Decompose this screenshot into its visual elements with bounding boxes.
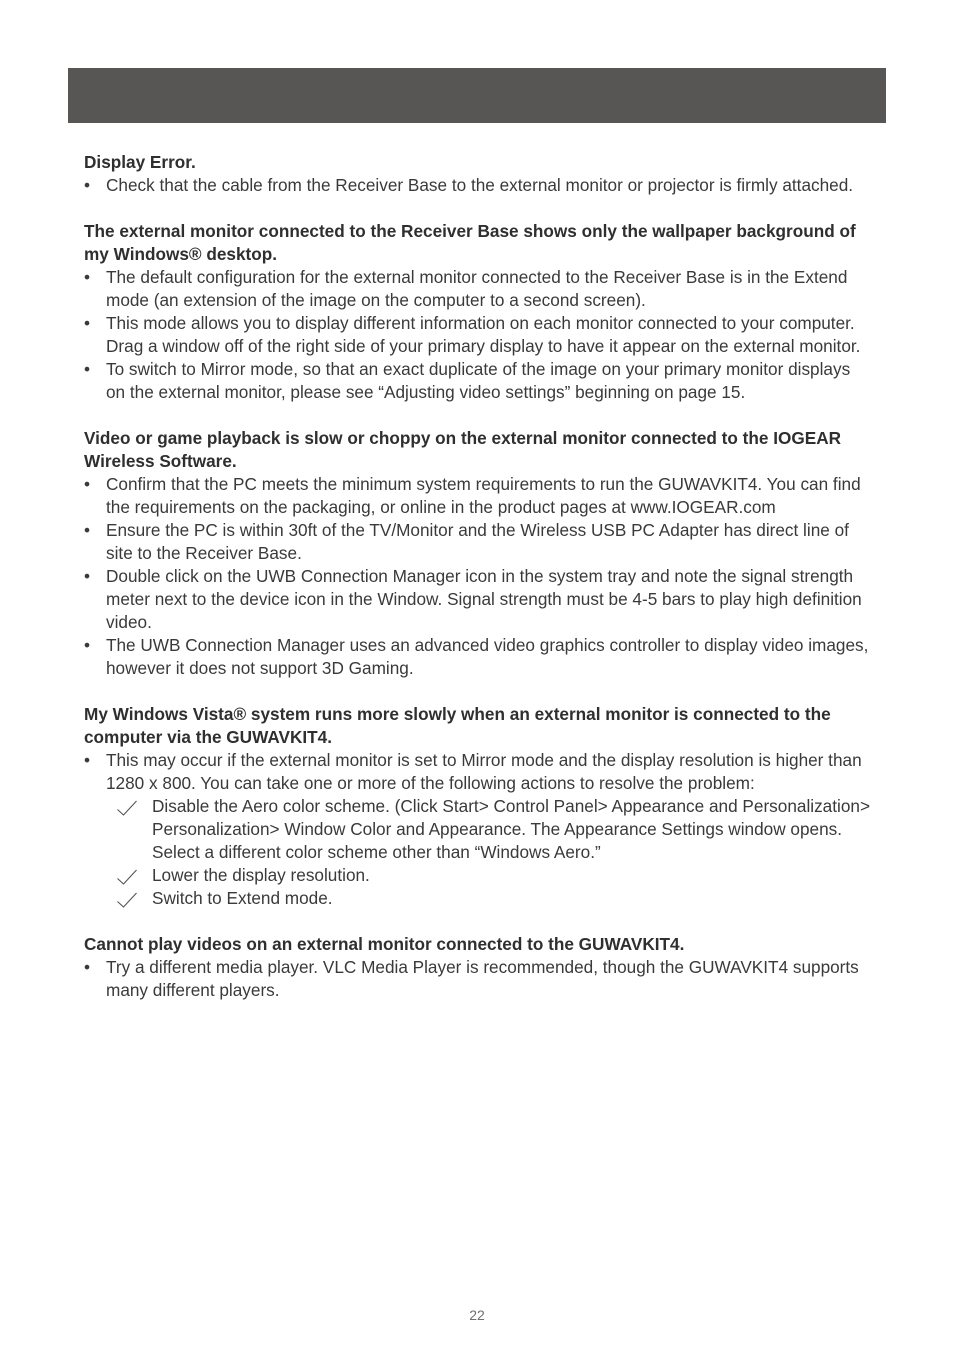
list-item <box>84 565 874 634</box>
check-list-item-text: Disable the Aero color scheme. (Click Start> Control Panel> Appearance and Personalization> Personalization> Window Color and Appearance. The Appearance Settings window opens. Select a different color scheme other than “Windows Aero.” <box>152 796 870 862</box>
list-item-text: This mode allows you to display different information on each monitor connected to your computer. Drag a window off of the right side of your primary display to have it appear on the external monitor. <box>106 313 861 356</box>
bullet-icon: • <box>84 359 91 379</box>
bullet-list <box>84 956 874 1002</box>
list-item <box>84 174 874 197</box>
check-list-item-text: Switch to Extend mode. <box>152 888 333 908</box>
check-list <box>106 795 874 910</box>
section <box>84 220 874 404</box>
header-bar <box>68 68 886 123</box>
bullet-list <box>84 266 874 404</box>
list-item <box>84 358 874 404</box>
page-number: 22 <box>469 1307 485 1323</box>
bullet-icon: • <box>84 175 91 195</box>
section-heading: The external monitor connected to the Receiver Base shows only the wallpaper background of my Windows® desktop. <box>84 221 856 264</box>
bullet-icon: • <box>84 957 91 977</box>
section <box>84 703 874 910</box>
list-item <box>84 473 874 519</box>
bullet-list <box>84 174 874 197</box>
bullet-icon: • <box>84 313 91 333</box>
bullet-list <box>84 473 874 680</box>
bullet-icon: • <box>84 474 91 494</box>
section <box>84 933 874 1002</box>
list-item-text: This may occur if the external monitor is set to Mirror mode and the display resolution is higher than 1280 x 800. You can take one or more of the following actions to resolve the problem: <box>106 750 862 793</box>
list-item-text: Try a different media player. VLC Media Player is recommended, though the GUWAVKIT4 supports many different players. <box>106 957 859 1000</box>
section-heading: My Windows Vista® system runs more slowly when an external monitor is connected to the computer via the GUWAVKIT4. <box>84 704 831 747</box>
check-list-item <box>130 795 874 864</box>
section <box>84 427 874 680</box>
section-heading: Cannot play videos on an external monitor connected to the GUWAVKIT4. <box>84 934 685 954</box>
list-item-text: To switch to Mirror mode, so that an exact duplicate of the image on your primary monitor displays on the external monitor, please see “Adjusting video settings” beginning on page 15. <box>106 359 851 402</box>
check-mark-icon <box>116 799 138 817</box>
check-list-item-text: Lower the display resolution. <box>152 865 370 885</box>
section <box>84 151 874 197</box>
list-item <box>84 312 874 358</box>
list-item-text: Ensure the PC is within 30ft of the TV/Monitor and the Wireless USB PC Adapter has direct line of site to the Receiver Base. <box>106 520 849 563</box>
list-item-text: Double click on the UWB Connection Manager icon in the system tray and note the signal strength meter next to the device icon in the Window. Signal strength must be 4-5 bars to play high definition video. <box>106 566 862 632</box>
bullet-icon: • <box>84 566 91 586</box>
list-item <box>84 519 874 565</box>
list-item-text: The UWB Connection Manager uses an advanced video graphics controller to display video images, however it does not support 3D Gaming. <box>106 635 869 678</box>
list-item-text: The default configuration for the external monitor connected to the Receiver Base is in the Extend mode (an extension of the image on the computer to a second screen). <box>106 267 848 310</box>
check-list-item <box>130 864 874 887</box>
bullet-icon: • <box>84 635 91 655</box>
list-item <box>84 634 874 680</box>
check-list-item <box>130 887 874 910</box>
section-heading: Display Error. <box>84 152 196 172</box>
bullet-icon: • <box>84 267 91 287</box>
list-item-text: Confirm that the PC meets the minimum system requirements to run the GUWAVKIT4. You can find the requirements on the packaging, or online in the product pages at www.IOGEAR.com <box>106 474 861 517</box>
bullet-icon: • <box>84 750 91 770</box>
document-body <box>84 151 874 1025</box>
list-item <box>84 266 874 312</box>
list-item <box>84 749 874 910</box>
check-mark-icon <box>116 891 138 909</box>
bullet-list <box>84 749 874 910</box>
section-heading: Video or game playback is slow or choppy on the external monitor connected to the IOGEAR Wireless Software. <box>84 428 842 471</box>
list-item <box>84 956 874 1002</box>
list-item-text: Check that the cable from the Receiver Base to the external monitor or projector is firmly attached. <box>106 175 854 195</box>
check-mark-icon <box>116 868 138 886</box>
bullet-icon: • <box>84 520 91 540</box>
